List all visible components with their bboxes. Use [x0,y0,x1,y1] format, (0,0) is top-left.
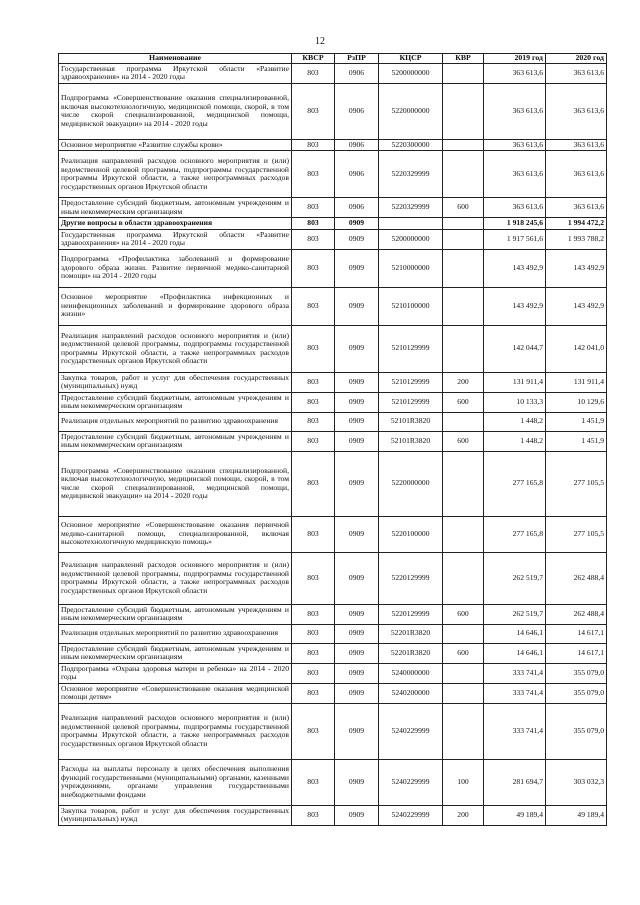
cell-kvsr: 803 [292,218,335,230]
cell-rzpr: 0906 [335,139,379,151]
cell-kvr [443,516,484,552]
cell-rzpr: 0909 [335,372,379,392]
cell-kcsr: 5220000000 [379,451,443,516]
table-row [59,663,607,683]
table-row [59,683,607,703]
table-row [59,412,607,431]
cell-kvr [443,451,484,516]
cell-kvsr: 803 [292,151,335,198]
cell-kvsr: 803 [292,249,335,287]
cell-2019: 14 646,1 [484,624,546,643]
cell-name: Реализация направлений расходов основного мероприятия и (или) ведомственной целевой программы, подпрограммы государственной программы Иркутской области, а также непрограммных расходов государственных органов Иркутской области [59,325,292,372]
header-kvsr: КВСР [292,54,335,64]
cell-rzpr: 0906 [335,151,379,198]
cell-2020: 1 994 472,2 [546,218,607,230]
cell-kcsr: 5210100000 [379,287,443,325]
cell-name: Предоставление субсидий бюджетным, автономным учреждениям и иным некоммерческим организациям [59,431,292,451]
cell-rzpr: 0909 [335,451,379,516]
cell-name: Предоставление субсидий бюджетным, автономным учреждениям и иным некоммерческим организациям [59,198,292,218]
table-row [59,759,607,805]
cell-2019: 333 741,4 [484,703,546,759]
cell-2019: 143 492,9 [484,287,546,325]
table-row [59,552,607,604]
cell-kvsr: 803 [292,604,335,624]
cell-2020: 143 492,9 [546,249,607,287]
cell-2019: 363 613,6 [484,198,546,218]
cell-name: Закупка товаров, работ и услуг для обеспечения государственных (муниципальных) нужд [59,372,292,392]
cell-name: Реализация направлений расходов основного мероприятия и (или) ведомственной целевой программы, подпрограммы государственной программы Иркутской области, а также непрограммных расходов государственных органов Иркутской области [59,151,292,198]
cell-kvsr: 803 [292,805,335,825]
cell-2019: 277 165,8 [484,516,546,552]
cell-kvsr: 803 [292,287,335,325]
cell-2020: 131 911,4 [546,372,607,392]
cell-kvsr: 803 [292,451,335,516]
table-row [59,249,607,287]
cell-kvsr: 803 [292,624,335,643]
cell-rzpr: 0909 [335,759,379,805]
cell-2020: 1 451,9 [546,431,607,451]
cell-2020: 363 613,6 [546,139,607,151]
header-rzpr: РзПР [335,54,379,64]
cell-2020: 262 488,4 [546,552,607,604]
cell-kvr: 100 [443,759,484,805]
table-row [59,392,607,412]
cell-kvsr: 803 [292,372,335,392]
table-row [59,63,607,83]
cell-kcsr: 5240200000 [379,683,443,703]
cell-kvr [443,63,484,83]
cell-2020: 355 079,0 [546,703,607,759]
cell-kcsr: 52201R3820 [379,624,443,643]
cell-name: Основное мероприятие «Профилактика инфекционных и неинфекционных заболеваний и формирование здорового образа жизни» [59,287,292,325]
cell-rzpr: 0909 [335,604,379,624]
cell-kcsr: 5240229999 [379,759,443,805]
table-row [59,372,607,392]
cell-kvr: 200 [443,372,484,392]
header-2019: 2019 год [484,54,546,64]
cell-2019: 1 917 561,6 [484,229,546,249]
cell-kcsr: 52201R3820 [379,643,443,663]
cell-2019: 131 911,4 [484,372,546,392]
cell-2019: 363 613,6 [484,151,546,198]
cell-2019: 262 519,7 [484,604,546,624]
cell-2020: 142 041,0 [546,325,607,372]
cell-rzpr: 0909 [335,805,379,825]
cell-2020: 1 451,9 [546,412,607,431]
cell-name: Реализация направлений расходов основного мероприятия и (или) ведомственной целевой программы, подпрограммы государственной программы Иркутской области, а также непрограммных расходов государственных органов Иркутской области [59,552,292,604]
table-body [59,63,607,825]
table-row [59,229,607,249]
cell-kvr [443,552,484,604]
cell-2019: 277 165,8 [484,451,546,516]
cell-kvr [443,412,484,431]
table-row [59,516,607,552]
cell-kvsr: 803 [292,412,335,431]
cell-2020: 303 032,3 [546,759,607,805]
cell-kcsr: 52101R3820 [379,412,443,431]
cell-rzpr: 0909 [335,249,379,287]
cell-rzpr: 0909 [335,392,379,412]
cell-2019: 1 448,2 [484,412,546,431]
cell-kvsr: 803 [292,643,335,663]
table-row [59,151,607,198]
cell-2019: 363 613,6 [484,63,546,83]
cell-name: Предоставление субсидий бюджетным, автономным учреждениям и иным некоммерческим организациям [59,604,292,624]
cell-kcsr: 5200000000 [379,63,443,83]
cell-rzpr: 0906 [335,63,379,83]
cell-name: Реализация направлений расходов основного мероприятия и (или) ведомственной целевой программы, подпрограммы государственной программы Иркутской области, а также непрограммных расходов государственных органов Иркутской области [59,703,292,759]
cell-kcsr: 5220300000 [379,139,443,151]
cell-kcsr: 52101R3820 [379,431,443,451]
cell-rzpr: 0909 [335,663,379,683]
cell-kcsr: 5240229999 [379,703,443,759]
cell-kvr: 600 [443,392,484,412]
cell-rzpr: 0909 [335,412,379,431]
cell-rzpr: 0909 [335,229,379,249]
cell-2020: 14 617,1 [546,643,607,663]
cell-2019: 281 694,7 [484,759,546,805]
cell-kcsr: 5200000000 [379,229,443,249]
cell-2020: 355 079,0 [546,663,607,683]
cell-2019: 333 741,4 [484,683,546,703]
cell-kcsr: 5210000000 [379,249,443,287]
cell-name: Основное мероприятие «Совершенствование оказания первичной медико-санитарной помощи, специализированной, включая высокотехнологичную медицинскую помощь» [59,516,292,552]
cell-2019: 363 613,6 [484,83,546,139]
cell-2020: 363 613,6 [546,151,607,198]
cell-kvr [443,663,484,683]
cell-2020: 14 617,1 [546,624,607,643]
table-row [59,198,607,218]
cell-kvsr: 803 [292,683,335,703]
cell-rzpr: 0909 [335,703,379,759]
cell-rzpr: 0909 [335,287,379,325]
cell-kvr [443,624,484,643]
table-row [59,624,607,643]
cell-name: Основное мероприятие «Совершенствование оказания медицинской помощи детям» [59,683,292,703]
table-row [59,703,607,759]
cell-2019: 49 189,4 [484,805,546,825]
cell-kvsr: 803 [292,703,335,759]
cell-kcsr: 5210129999 [379,325,443,372]
header-name: Наименование [59,54,292,64]
cell-kcsr: 5220100000 [379,516,443,552]
cell-2019: 333 741,4 [484,663,546,683]
cell-2019: 14 646,1 [484,643,546,663]
table-row [59,451,607,516]
cell-kvr [443,683,484,703]
cell-kvsr: 803 [292,198,335,218]
header-kcsr: КЦСР [379,54,443,64]
cell-kcsr: 5210129999 [379,372,443,392]
table-row [59,139,607,151]
cell-2020: 49 189,4 [546,805,607,825]
cell-2019: 143 492,9 [484,249,546,287]
cell-2020: 277 105,5 [546,516,607,552]
cell-kvr [443,229,484,249]
cell-2019: 10 133,3 [484,392,546,412]
cell-rzpr: 0909 [335,516,379,552]
cell-name: Расходы на выплаты персоналу в целях обеспечения выполнения функций государственными (муниципальными) органами, казенными учреждениями, органами управления государственными внебюджетными фондами [59,759,292,805]
header-kvr: КВР [443,54,484,64]
cell-rzpr: 0909 [335,431,379,451]
page-number: 12 [315,36,325,47]
cell-kvr: 200 [443,805,484,825]
cell-kvr [443,139,484,151]
cell-kvr [443,703,484,759]
cell-2020: 363 613,6 [546,83,607,139]
cell-name: Реализация отдельных мероприятий по развитию здравоохранения [59,412,292,431]
cell-rzpr: 0909 [335,643,379,663]
table-row [59,431,607,451]
cell-kvr [443,325,484,372]
cell-kvr [443,151,484,198]
cell-rzpr: 0909 [335,683,379,703]
cell-rzpr: 0906 [335,83,379,139]
table-header-row [59,54,607,64]
cell-kvr: 600 [443,198,484,218]
cell-rzpr: 0909 [335,624,379,643]
cell-name: Подпрограмма «Совершенствование оказания специализированной, включая высокотехнологичную, медицинской помощи, скорой, в том числе скорой специализированной, медицинской помощи, медицинской эвакуации» на 2014 - 2020 годы [59,451,292,516]
cell-2020: 262 488,4 [546,604,607,624]
cell-kvsr: 803 [292,392,335,412]
cell-2020: 10 129,6 [546,392,607,412]
cell-rzpr: 0909 [335,218,379,230]
cell-rzpr: 0909 [335,325,379,372]
cell-2020: 363 613,6 [546,198,607,218]
cell-kvsr: 803 [292,516,335,552]
cell-kvsr: 803 [292,663,335,683]
cell-2020: 1 993 788,2 [546,229,607,249]
cell-kvsr: 803 [292,552,335,604]
cell-name: Подпрограмма «Охрана здоровья матери и ребенка» на 2014 - 2020 годы [59,663,292,683]
cell-name: Реализация отдельных мероприятий по развитию здравоохранения [59,624,292,643]
cell-name: Другие вопросы в области здравоохранения [59,218,292,230]
cell-kcsr [379,218,443,230]
table-row [59,643,607,663]
cell-2020: 277 105,5 [546,451,607,516]
cell-name: Предоставление субсидий бюджетным, автономным учреждениям и иным некоммерческим организациям [59,643,292,663]
table-row [59,83,607,139]
table-row [59,604,607,624]
cell-kcsr: 5210129999 [379,392,443,412]
cell-2020: 143 492,9 [546,287,607,325]
cell-2019: 363 613,6 [484,139,546,151]
cell-kvr [443,287,484,325]
cell-kvr [443,218,484,230]
cell-kvsr: 803 [292,83,335,139]
cell-2020: 355 079,0 [546,683,607,703]
cell-kcsr: 5240000000 [379,663,443,683]
cell-kcsr: 5220129999 [379,552,443,604]
cell-kvsr: 803 [292,63,335,83]
cell-2020: 363 613,6 [546,63,607,83]
budget-table [58,53,607,826]
cell-kcsr: 5220000000 [379,83,443,139]
cell-kcsr: 5240229999 [379,805,443,825]
cell-rzpr: 0909 [335,552,379,604]
cell-kvr [443,83,484,139]
cell-kcsr: 5220329999 [379,151,443,198]
cell-2019: 1 448,2 [484,431,546,451]
cell-kvsr: 803 [292,229,335,249]
table-row [59,325,607,372]
cell-name: Государственная программа Иркутской области «Развитие здравоохранения» на 2014 - 2020 годы [59,63,292,83]
cell-2019: 142 044,7 [484,325,546,372]
cell-name: Подпрограмма «Совершенствование оказания специализированной, включая высокотехнологичную, медицинской помощи, скорой, в том числе скорой специализированной, медицинской помощи, медицинской эвакуации» на 2014 - 2020 годы [59,83,292,139]
cell-name: Государственная программа Иркутской области «Развитие здравоохранения» на 2014 - 2020 годы [59,229,292,249]
cell-kvr: 600 [443,643,484,663]
cell-rzpr: 0906 [335,198,379,218]
header-2020: 2020 год [546,54,607,64]
cell-2019: 262 519,7 [484,552,546,604]
cell-name: Основное мероприятие «Развитие службы крови» [59,139,292,151]
cell-kvr: 600 [443,604,484,624]
table-row [59,805,607,825]
cell-kvr [443,249,484,287]
cell-kvsr: 803 [292,325,335,372]
cell-kvr: 600 [443,431,484,451]
cell-kcsr: 5220129999 [379,604,443,624]
cell-name: Закупка товаров, работ и услуг для обеспечения государственных (муниципальных) нужд [59,805,292,825]
cell-name: Предоставление субсидий бюджетным, автономным учреждениям и иным некоммерческим организациям [59,392,292,412]
cell-kvsr: 803 [292,431,335,451]
cell-name: Подпрограмма «Профилактика заболеваний и формирование здорового образа жизни. Развитие первичной медико-санитарной помощи» на 2014 - 2020 годы [59,249,292,287]
table-row [59,218,607,230]
cell-2019: 1 918 245,6 [484,218,546,230]
table-row [59,287,607,325]
cell-kvsr: 803 [292,759,335,805]
cell-kcsr: 5220329999 [379,198,443,218]
cell-kvsr: 803 [292,139,335,151]
